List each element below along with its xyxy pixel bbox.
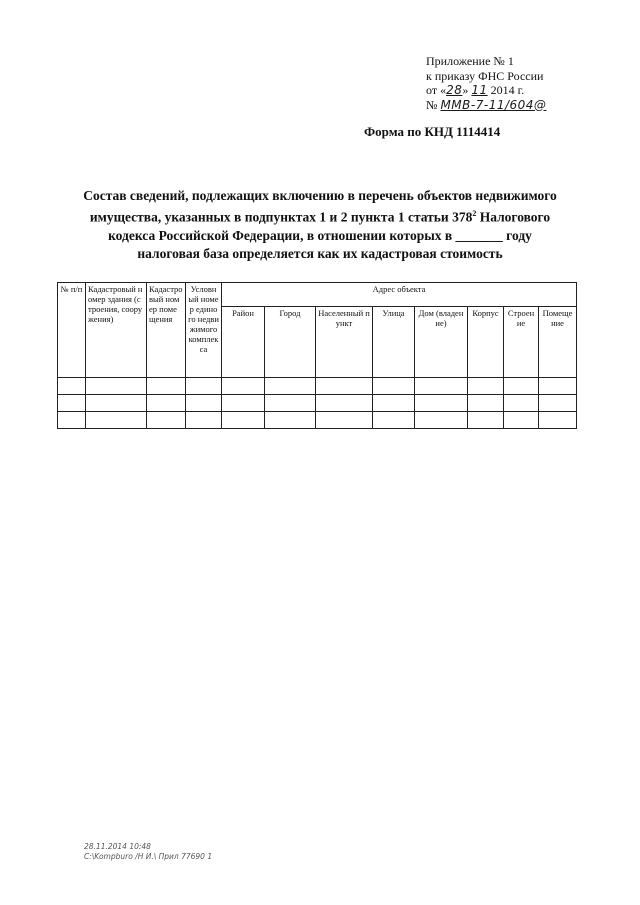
footer-stamp — [84, 842, 212, 862]
header-structure: Строение — [504, 307, 539, 378]
table-row — [58, 378, 577, 395]
document-title — [64, 187, 576, 263]
header-street: Улица — [373, 307, 415, 378]
header-address-group: Адрес объекта — [222, 283, 577, 307]
header-district: Район — [222, 307, 265, 378]
header-building-block: Корпус — [468, 307, 504, 378]
header-locality: Населенный пункт — [316, 307, 373, 378]
handwritten-number: ММВ-7-11/604@ — [440, 97, 547, 112]
footer-timestamp: 28.11.2014 10:48 — [84, 842, 151, 851]
title-line-1: Состав сведений, подлежащих включению в перечень объектов недвижимого — [83, 188, 557, 203]
handwritten-day: 28 — [446, 83, 463, 97]
header-cadastral-room: Кадастровый номер помещения — [147, 283, 186, 378]
form-code: Форма по КНД 1114414 — [364, 124, 501, 139]
appendix-number: № ММВ-7-11/604@ — [426, 97, 547, 112]
appendix-order-ref: к приказу ФНС России — [426, 68, 544, 83]
data-table — [57, 282, 577, 429]
table-row — [58, 395, 577, 412]
title-line-3: кодекса Российской Федерации, в отношении которых в _______ году — [108, 227, 532, 243]
appendix-block — [426, 54, 546, 112]
header-city: Город — [265, 307, 316, 378]
header-conditional-number: Условный номер единого недвижимого комплекса — [186, 283, 222, 378]
table-row — [58, 412, 577, 429]
title-line-4: налоговая база определяется как их кадастровая стоимость — [137, 245, 503, 261]
header-cadastral-building: Кадастровый номер здания (строения, сооружения) — [86, 283, 147, 378]
appendix-title: Приложение № 1 — [426, 54, 514, 68]
footer-file-path: С:\Kompburo /H И.\ Прил 77690 1 — [84, 852, 213, 861]
title-line-2: имущества, указанных в подпунктах 1 и 2 пункта 1 статьи $378^2$ Налогового — [89, 209, 551, 225]
header-premises: Помещение — [539, 307, 577, 378]
handwritten-month: 11 — [471, 83, 488, 97]
appendix-date: от «28» 11 2014 г. — [426, 83, 525, 97]
header-num: № п/п — [58, 283, 86, 378]
header-house: Дом (владение) — [415, 307, 468, 378]
